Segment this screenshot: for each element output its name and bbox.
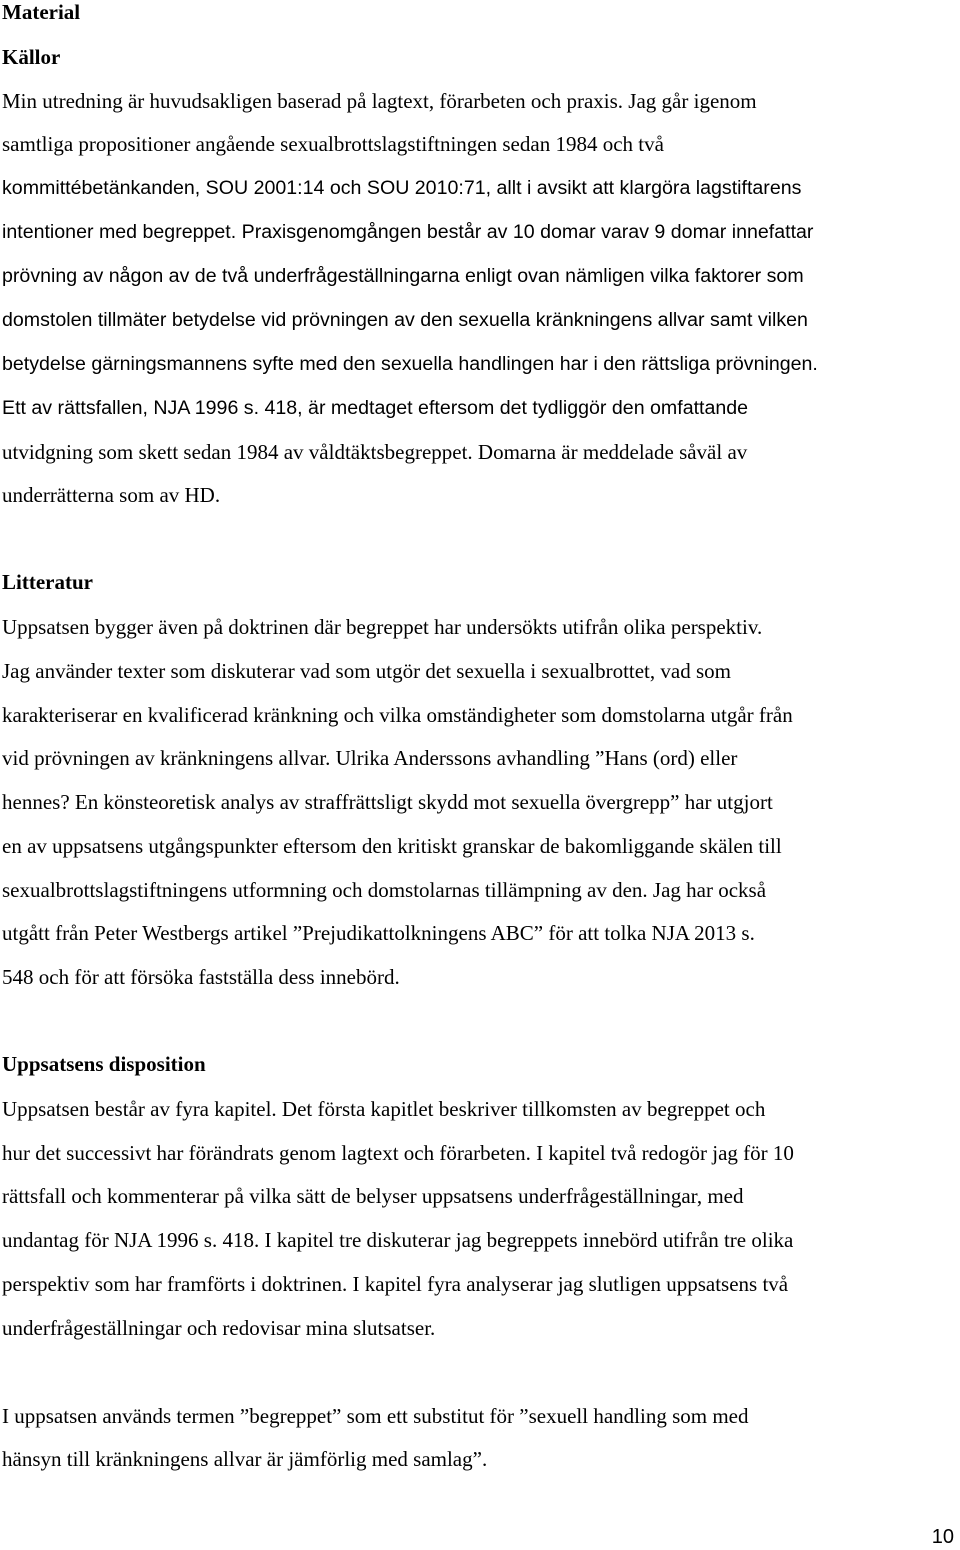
- text-line: hänsyn till kränkningens allvar är jämförlig med samlag”.: [2, 1447, 488, 1471]
- text-line: prövning av någon av de två underfrågeställningarna enligt ovan nämligen vilka faktorer som: [2, 265, 804, 287]
- text-line: undantag för NJA 1996 s. 418. I kapitel tre diskuterar jag begreppets innebörd utifrån tre olika: [2, 1228, 794, 1252]
- text-line: Min utredning är huvudsakligen baserad på lagtext, förarbeten och praxis. Jag går igenom: [2, 89, 757, 113]
- subheading-uppsatsens-disposition: Uppsatsens disposition: [2, 1052, 206, 1076]
- text-line: intentioner med begreppet. Praxisgenomgången består av 10 domar varav 9 domar innefattar: [2, 221, 814, 243]
- text-line: hur det successivt har förändrats genom lagtext och förarbeten. I kapitel två redogör jag för 10: [2, 1141, 794, 1165]
- text-line: Jag använder texter som diskuterar vad som utgör det sexuella i sexualbrottet, vad som: [2, 659, 731, 683]
- text-line: 548 och för att försöka fastställa dess innebörd.: [2, 965, 400, 989]
- text-line: domstolen tillmäter betydelse vid prövningen av den sexuella kränkningens allvar samt vilken: [2, 309, 808, 331]
- text-line: betydelse gärningsmannens syfte med den sexuella handlingen har i den rättsliga prövningen.: [2, 353, 818, 375]
- text-line: hennes? En könsteoretisk analys av straffrättsligt skydd mot sexuella övergrepp” har utgjort: [2, 790, 773, 814]
- text-line: sexualbrottslagstiftningens utformning och domstolarnas tillämpning av den. Jag har också: [2, 878, 767, 902]
- text-line: Uppsatsen består av fyra kapitel. Det första kapitlet beskriver tillkomsten av begreppet och: [2, 1097, 766, 1121]
- text-line: karakteriserar en kvalificerad kränkning och vilka omständigheter som domstolarna utgår från: [2, 703, 793, 727]
- text-line: rättsfall och kommenterar på vilka sätt de belyser uppsatsens underfrågeställningar, med: [2, 1184, 744, 1208]
- text-line: underfrågeställningar och redovisar mina slutsatser.: [2, 1316, 436, 1340]
- subheading-litteratur: Litteratur: [2, 570, 93, 594]
- text-line: Ett av rättsfallen, NJA 1996 s. 418, är medtaget eftersom det tydliggör den omfattande: [2, 397, 749, 419]
- text-line: perspektiv som har framförts i doktrinen. I kapitel fyra analyserar jag slutligen uppsatsens två: [2, 1272, 789, 1296]
- text-line: kommittébetänkanden, SOU 2001:14 och SOU 2010:71, allt i avsikt att klargöra lagstiftarens: [2, 177, 802, 199]
- text-line: samtliga propositioner angående sexualbrottslagstiftningen sedan 1984 och två: [2, 132, 664, 156]
- text-line: underrätterna som av HD.: [2, 483, 221, 507]
- subheading-kallor: Källor: [2, 45, 61, 69]
- text-line: utvidgning som skett sedan 1984 av våldtäktsbegreppet. Domarna är meddelade såväl av: [2, 440, 748, 464]
- text-line: utgått från Peter Westbergs artikel ”Prejudikattolkningens ABC” för att tolka NJA 2013 s.: [2, 921, 755, 945]
- text-line: en av uppsatsens utgångspunkter eftersom den kritiskt granskar de bakomliggande skälen till: [2, 834, 782, 858]
- page-number: 10: [931, 1526, 954, 1548]
- text-line: I uppsatsen används termen ”begreppet” som ett substitut för ”sexuell handling som med: [2, 1404, 749, 1428]
- text-line: Uppsatsen bygger även på doktrinen där begreppet har undersökts utifrån olika perspektiv.: [2, 615, 763, 639]
- text-line: vid prövningen av kränkningens allvar. Ulrika Anderssons avhandling ”Hans (ord) eller: [2, 746, 738, 770]
- section-heading-material: Material: [2, 0, 81, 24]
